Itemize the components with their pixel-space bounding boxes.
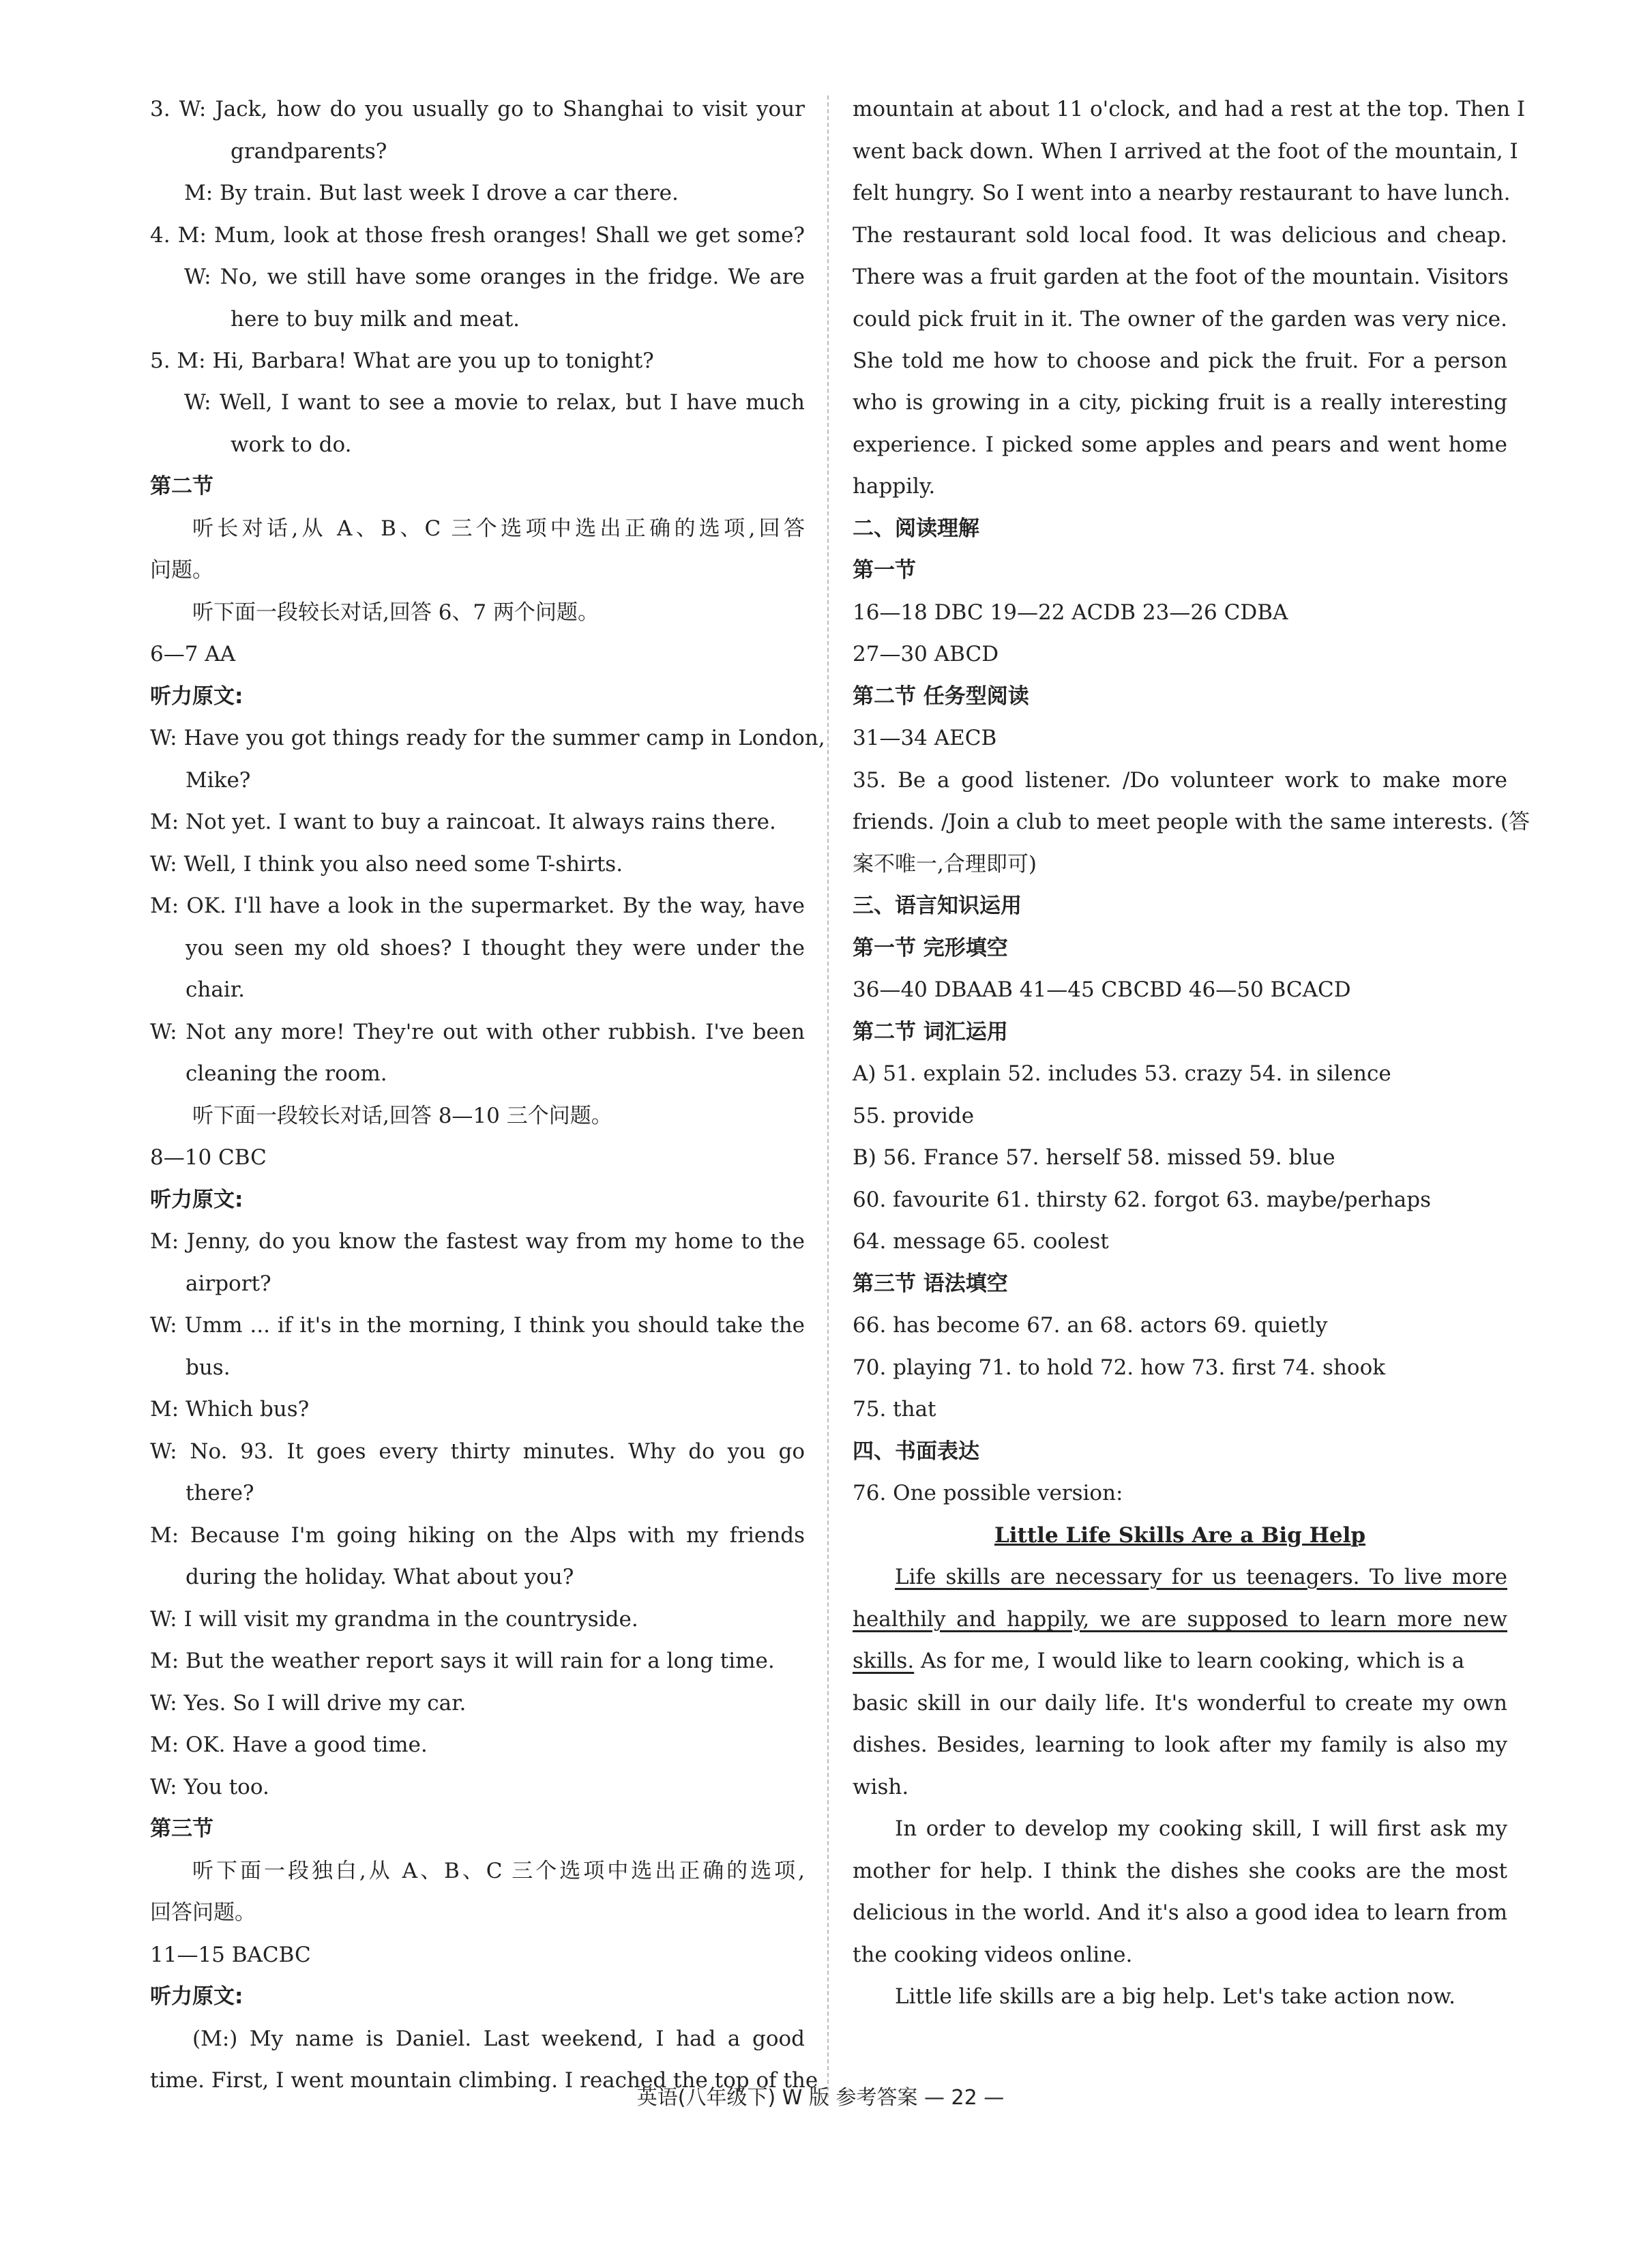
page-footer: 英语(八年级下) W 版 参考答案 — 22 — bbox=[636, 2086, 1005, 2110]
left-line: M: But the weather report says it will rain for a long time. bbox=[150, 1649, 775, 1673]
left-line: here to buy milk and meat. bbox=[231, 307, 520, 332]
left-line: chair. bbox=[186, 977, 245, 1002]
right-line: 二、阅读理解 bbox=[853, 516, 979, 541]
left-line: work to do. bbox=[231, 432, 352, 457]
left-line: 问题。 bbox=[150, 558, 213, 583]
right-line: A) 51. explain 52. includes 53. crazy 54. in silence bbox=[853, 1061, 1391, 1086]
right-line: 第一节 完形填空 bbox=[853, 936, 1008, 960]
left-line: 听力原文: bbox=[150, 684, 243, 709]
left-line: Mike? bbox=[186, 768, 251, 793]
right-line: felt hungry. So I went into a nearby restaurant to have lunch. bbox=[853, 181, 1511, 205]
left-line: W: You too. bbox=[150, 1775, 269, 1799]
left-line: M: Jenny, do you know the fastest way from my home to the bbox=[150, 1229, 805, 1254]
right-line: 66. has become 67. an 68. actors 69. quietly bbox=[853, 1313, 1328, 1338]
right-line: healthily and happily, we are supposed to learn more new bbox=[853, 1607, 1507, 1632]
right-line: experience. I picked some apples and pears and went home bbox=[853, 432, 1507, 457]
right-line: 案不唯一,合理即可) bbox=[853, 852, 1037, 877]
right-line: 第三节 语法填空 bbox=[853, 1271, 1008, 1296]
left-line: you seen my old shoes? I thought they were under the bbox=[186, 936, 805, 960]
right-line: In order to develop my cooking skill, I will first ask my bbox=[895, 1816, 1507, 1841]
right-line: wish. bbox=[853, 1775, 909, 1799]
right-line: 70. playing 71. to hold 72. how 73. first 74. shook bbox=[853, 1355, 1386, 1380]
left-line: M: Which bus? bbox=[150, 1397, 310, 1422]
left-line: W: Yes. So I will drive my car. bbox=[150, 1691, 467, 1715]
left-line: 3. W: Jack, how do you usually go to Shanghai to visit your bbox=[150, 97, 805, 121]
left-line: time. First, I went mountain climbing. I reached the top of the bbox=[150, 2068, 818, 2093]
right-line bbox=[853, 1647, 1507, 1675]
right-line: 第二节 词汇运用 bbox=[853, 1020, 1008, 1044]
right-line: 36—40 DBAAB 41—45 CBCBD 46—50 BCACD bbox=[853, 977, 1351, 1002]
right-line: 55. provide bbox=[853, 1104, 975, 1128]
right-line: 64. message 65. coolest bbox=[853, 1229, 1109, 1254]
right-line: friends. /Join a club to meet people with the same interests. (答 bbox=[853, 810, 1530, 834]
right-line: Little life skills are a big help. Let's take action now. bbox=[895, 1984, 1455, 2009]
left-line: W: Umm ... if it's in the morning, I think you should take the bbox=[150, 1313, 805, 1338]
left-line: 听下面一段独白,从 A、B、C 三个选项中选出正确的选项, bbox=[192, 1859, 805, 1883]
right-line: who is growing in a city, picking fruit is a really interesting bbox=[853, 390, 1507, 415]
left-line: during the holiday. What about you? bbox=[186, 1565, 574, 1589]
right-line: mother for help. I think the dishes she cooks are the most bbox=[853, 1859, 1507, 1883]
left-line: W: Not any more! They're out with other rubbish. I've been bbox=[150, 1020, 805, 1044]
line-text: As for me, I would like to learn cooking, which is a bbox=[914, 1649, 1465, 1673]
left-line: there? bbox=[186, 1481, 254, 1505]
left-line: 第三节 bbox=[150, 1816, 213, 1841]
right-line: 75. that bbox=[853, 1397, 936, 1422]
left-line: 8—10 CBC bbox=[150, 1145, 267, 1170]
left-line: M: OK. Have a good time. bbox=[150, 1733, 428, 1757]
right-line: mountain at about 11 o'clock, and had a rest at the top. Then I bbox=[853, 97, 1526, 121]
column-divider bbox=[827, 95, 829, 2097]
right-line: 第一节 bbox=[853, 558, 916, 583]
left-line: (M:) My name is Daniel. Last weekend, I had a good bbox=[192, 2027, 805, 2051]
left-line: 听力原文: bbox=[150, 1188, 243, 1212]
left-line: 6—7 AA bbox=[150, 642, 236, 666]
left-line: M: Not yet. I want to buy a raincoat. It always rains there. bbox=[150, 810, 776, 834]
right-line: happily. bbox=[853, 474, 936, 499]
right-line: Little Life Skills Are a Big Help bbox=[994, 1523, 1366, 1548]
left-line: W: Well, I think you also need some T-shirts. bbox=[150, 852, 623, 877]
right-line: 16—18 DBC 19—22 ACDB 23—26 CDBA bbox=[853, 600, 1288, 625]
underlined-text: skills. bbox=[853, 1649, 915, 1673]
left-line: airport? bbox=[186, 1271, 271, 1296]
right-line: the cooking videos online. bbox=[853, 1943, 1133, 1967]
left-line: 听下面一段较长对话,回答 6、7 两个问题。 bbox=[192, 600, 600, 625]
left-line: bus. bbox=[186, 1355, 231, 1380]
left-line: W: I will visit my grandma in the countryside. bbox=[150, 1607, 638, 1632]
right-line: 60. favourite 61. thirsty 62. forgot 63. maybe/perhaps bbox=[853, 1188, 1432, 1212]
right-line: 76. One possible version: bbox=[853, 1481, 1123, 1505]
right-line: 31—34 AECB bbox=[853, 726, 997, 750]
right-line: 27—30 ABCD bbox=[853, 642, 999, 666]
right-line: Life skills are necessary for us teenagers. To live more bbox=[895, 1565, 1507, 1589]
right-line: 三、语言知识运用 bbox=[853, 894, 1022, 918]
right-line: basic skill in our daily life. It's wonderful to create my own bbox=[853, 1691, 1507, 1715]
right-line: There was a fruit garden at the foot of the mountain. Visitors bbox=[853, 265, 1509, 289]
right-line: went back down. When I arrived at the foot of the mountain, I bbox=[853, 139, 1518, 164]
right-line: 第二节 任务型阅读 bbox=[853, 684, 1029, 709]
left-line: W: No. 93. It goes every thirty minutes. Why do you go bbox=[150, 1439, 805, 1464]
left-line: W: Well, I want to see a movie to relax, but I have much bbox=[184, 390, 805, 415]
left-line: 第二节 bbox=[150, 474, 213, 499]
right-line: could pick fruit in it. The owner of the garden was very nice. bbox=[853, 307, 1507, 332]
left-line: grandparents? bbox=[231, 139, 387, 164]
left-line: 11—15 BACBC bbox=[150, 1943, 311, 1967]
left-line: W: No, we still have some oranges in the fridge. We are bbox=[184, 265, 805, 289]
left-line: 5. M: Hi, Barbara! What are you up to tonight? bbox=[150, 349, 654, 373]
right-line: The restaurant sold local food. It was delicious and cheap. bbox=[853, 223, 1507, 248]
left-line: M: OK. I'll have a look in the supermarket. By the way, have bbox=[150, 894, 805, 918]
left-line: M: Because I'm going hiking on the Alps with my friends bbox=[150, 1523, 805, 1548]
left-line: M: By train. But last week I drove a car there. bbox=[184, 181, 679, 205]
left-line: 听长对话,从 A、B、C 三个选项中选出正确的选项,回答 bbox=[192, 516, 805, 541]
left-line: cleaning the room. bbox=[186, 1061, 387, 1086]
left-line: W: Have you got things ready for the summer camp in London, bbox=[150, 726, 825, 750]
right-line: dishes. Besides, learning to look after my family is also my bbox=[853, 1733, 1507, 1757]
left-line: 听力原文: bbox=[150, 1984, 243, 2009]
left-line: 回答问题。 bbox=[150, 1900, 256, 1925]
right-line: 四、书面表达 bbox=[853, 1439, 979, 1464]
left-line: 4. M: Mum, look at those fresh oranges! Shall we get some? bbox=[150, 223, 805, 248]
right-line: She told me how to choose and pick the fruit. For a person bbox=[853, 349, 1507, 373]
right-line: delicious in the world. And it's also a good idea to learn from bbox=[853, 1900, 1507, 1925]
left-line: 听下面一段较长对话,回答 8—10 三个问题。 bbox=[192, 1104, 612, 1128]
right-line: B) 56. France 57. herself 58. missed 59. blue bbox=[853, 1145, 1335, 1170]
right-line: 35. Be a good listener. /Do volunteer work to make more bbox=[853, 768, 1507, 793]
